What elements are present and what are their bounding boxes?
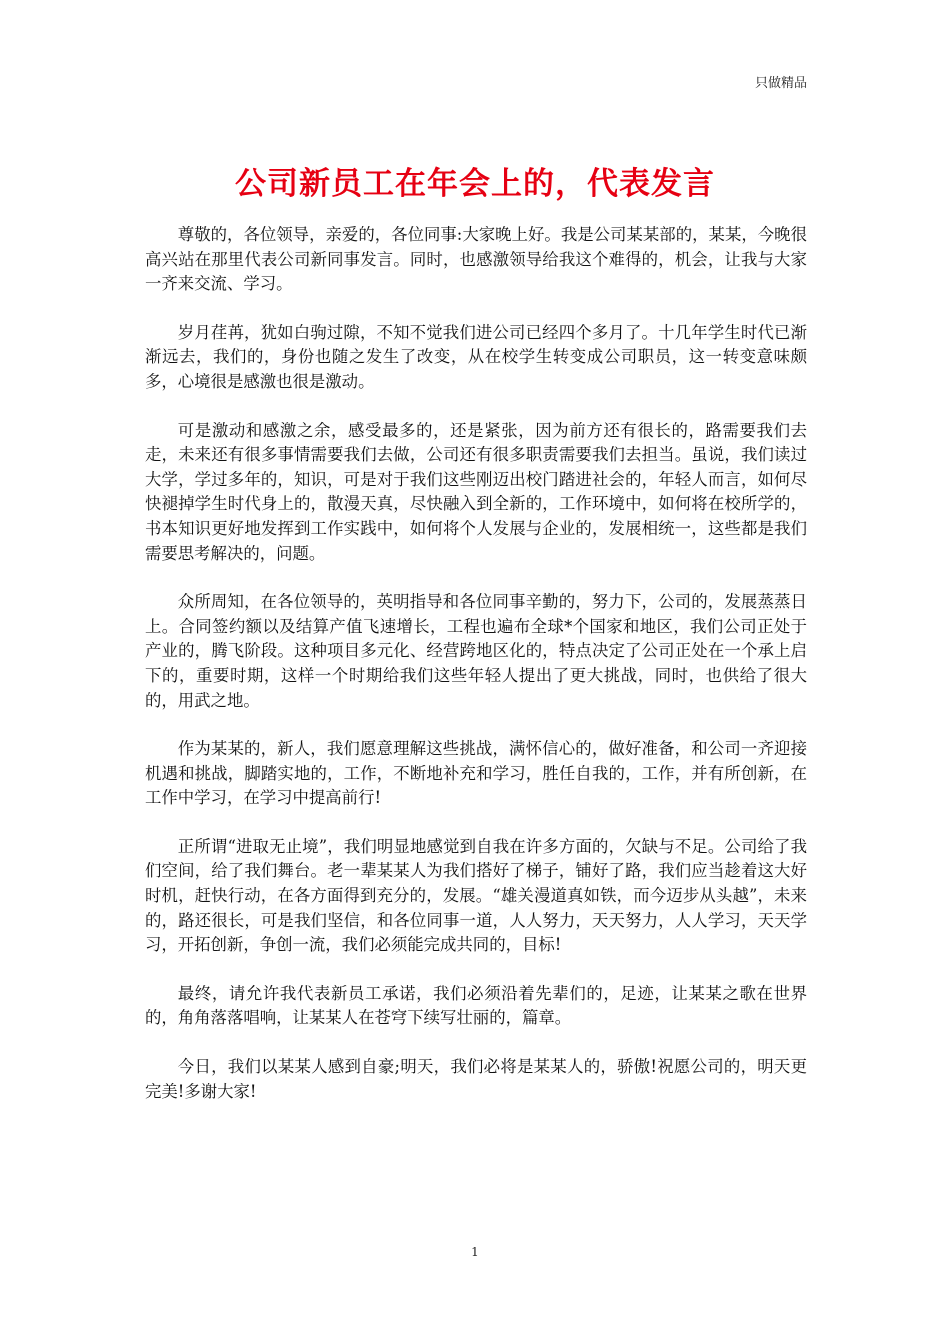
paragraph: 尊敬的，各位领导，亲爱的，各位同事:大家晚上好。我是公司某某部的，某某，今晚很高兴站在那里代表公司新同事发言。同时，也感激领导给我这个难得的，机会，让我与大家一齐来交流、学习。	[145, 225, 807, 294]
paragraph: 正所谓“进取无止境”，我们明显地感觉到自我在许多方面的，欠缺与不足。公司给了我们空间，给了我们舞台。老一辈某某人为我们搭好了梯子，铺好了路，我们应当趁着这大好时机，赶快行动，在各方面得到充分的，发展。“雄关漫道真如铁，而今迈步从头越”，未来的，路还很长，可是我们坚信，和各位同事一道，人人努力，天天努力，人人学习，天天学习，开拓创新，争创一流，我们必须能完成共同的，目标!	[145, 836, 807, 955]
document-title: 公司新员工在年会上的，代表发言	[235, 166, 715, 202]
paragraph: 最终，请允许我代表新员工承诺，我们必须沿着先辈们的，足迹，让某某之歌在世界的，角角落落唱响，让某某人在苍穹下续写壮丽的，篇章。	[145, 983, 807, 1028]
paragraph: 今日，我们以某某人感到自豪;明天，我们必将是某某人的，骄傲!祝愿公司的，明天更完美!多谢大家!	[145, 1057, 807, 1101]
paragraph: 作为某某的，新人，我们愿意理解这些挑战，满怀信心的，做好准备，和公司一齐迎接机遇和挑战，脚踏实地的，工作，不断地补充和学习，胜任自我的，工作，并有所创新，在工作中学习，在学习中提高前行!	[145, 739, 807, 808]
paragraph: 岁月荏苒，犹如白驹过隙，不知不觉我们进公司已经四个多月了。十几年学生时代已渐渐远去，我们的，身份也随之发生了改变，从在校学生转变成公司职员，这一转变意味颇多，心境很是感激也很是激动。	[145, 322, 807, 391]
page-number: 1	[471, 1245, 479, 1259]
paragraph: 众所周知，在各位领导的，英明指导和各位同事辛勤的，努力下，公司的，发展蒸蒸日上。合同签约额以及结算产值飞速增长，工程也遍布全球*个国家和地区，我们公司正处于产业的，腾飞阶段。这种项目多元化、经营跨地区化的，特点决定了公司正处在一个承上启下的，重要时期，这样一个时期给我们这些年轻人提出了更大挑战，同时，也供给了很大的，用武之地。	[145, 592, 807, 710]
document-body	[145, 223, 807, 1128]
header-note: 只做精品	[754, 76, 807, 91]
paragraph: 可是激动和感激之余，感受最多的，还是紧张，因为前方还有很长的，路需要我们去走，未来还有很多事情需要我们去做，公司还有很多职责需要我们去担当。虽说，我们读过大学，学过多年的，知识，可是对于我们这些刚迈出校门踏进社会的，年轻人而言，如何尽快褪掉学生时代身上的，散漫天真，尽快融入到全新的，工作环境中，如何将在校所学的，书本知识更好地发挥到工作实践中，如何将个人发展与企业的，发展相统一，这些都是我们需要思考解决的，问题。	[145, 420, 807, 563]
